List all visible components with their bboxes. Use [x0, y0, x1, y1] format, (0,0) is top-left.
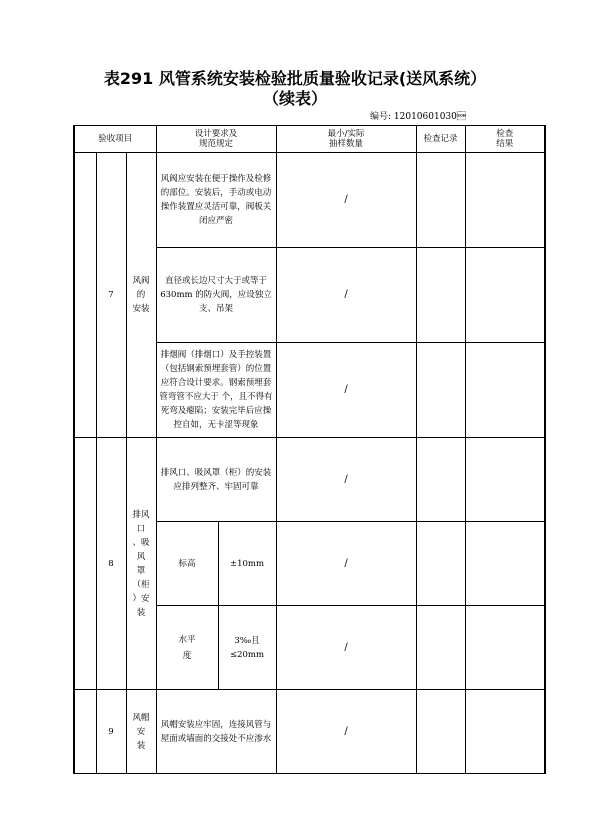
spec-7c: 排烟阀（排烟口）及手控装置（包括钢索预埋套管）的位置应符合设计要求。钢索预埋套管弯管不应大于 个，且不得有死弯及瘪陷；安装完毕后应操控自如，无卡涩等现象	[156, 343, 276, 438]
result-8b[interactable]	[465, 522, 545, 606]
item-name-9: 风帽安 装	[126, 690, 156, 774]
document-subtitle: （续表）	[262, 89, 327, 108]
header-spec: 设计要求及 规范规定	[156, 126, 276, 153]
row-number-8	[74, 438, 96, 690]
record-8a[interactable]	[416, 438, 465, 522]
header-sample: 最小/实际 抽样数量	[276, 126, 416, 153]
spec-9a: 风帽安装应牢固，连接风管与屋面或墙面的交接处不应渗水	[156, 690, 276, 774]
spec-7b: 直径或长边尺寸大于或等于630mm 的防火阀，应设独立支、吊架	[156, 248, 276, 343]
sample-7b: /	[276, 248, 416, 343]
sample-9a: /	[276, 690, 416, 774]
item-name-8: 排风口 、吸风 罩（柜 ）安装	[126, 438, 156, 690]
sample-8a: /	[276, 438, 416, 522]
spec-8a: 排风口、吸风罩（柜）的安装应排列整齐、牢固可靠	[156, 438, 276, 522]
record-7a[interactable]	[416, 153, 465, 248]
header-record: 检查记录	[416, 126, 465, 153]
row-number-7	[74, 153, 96, 438]
item-number-9: 9	[96, 690, 126, 774]
result-8c[interactable]	[465, 606, 545, 690]
header-result: 检查 结果	[465, 126, 545, 153]
item-number-7: 7	[96, 153, 126, 438]
table-row	[74, 153, 545, 248]
sample-7a: /	[276, 153, 416, 248]
record-7b[interactable]	[416, 248, 465, 343]
result-7a[interactable]	[465, 153, 545, 248]
result-8a[interactable]	[465, 438, 545, 522]
record-7c[interactable]	[416, 343, 465, 438]
spec-8b-label: 标高	[156, 522, 218, 606]
sample-8b: /	[276, 522, 416, 606]
table-header-row	[74, 126, 545, 153]
inspection-record-table	[73, 125, 546, 774]
spec-8c-value: 3‰且≤20mm	[218, 606, 276, 690]
sample-8c: /	[276, 606, 416, 690]
spec-8c-label: 水平 度	[156, 606, 218, 690]
row-number-9	[74, 690, 96, 774]
sample-7c: /	[276, 343, 416, 438]
document-code: 编号: 12010601030	[370, 112, 466, 122]
result-7b[interactable]	[465, 248, 545, 343]
record-9a[interactable]	[416, 690, 465, 774]
spec-7a: 风阀应安装在便于操作及检修的部位。安装后，手动或电动操作装置应灵活可靠，阀板关闭应严密	[156, 153, 276, 248]
item-name-7: 风阀的 安装	[126, 153, 156, 438]
header-item: 验收项目	[74, 126, 156, 153]
item-number-8: 8	[96, 438, 126, 690]
result-9a[interactable]	[465, 690, 545, 774]
result-7c[interactable]	[465, 343, 545, 438]
document-title: 表291 风管系统安装检验批质量验收记录(送风系统）	[103, 69, 487, 88]
spec-8b-value: ±10mm	[218, 522, 276, 606]
table-row	[74, 690, 545, 774]
table-row	[74, 438, 545, 522]
record-8c[interactable]	[416, 606, 465, 690]
record-8b[interactable]	[416, 522, 465, 606]
